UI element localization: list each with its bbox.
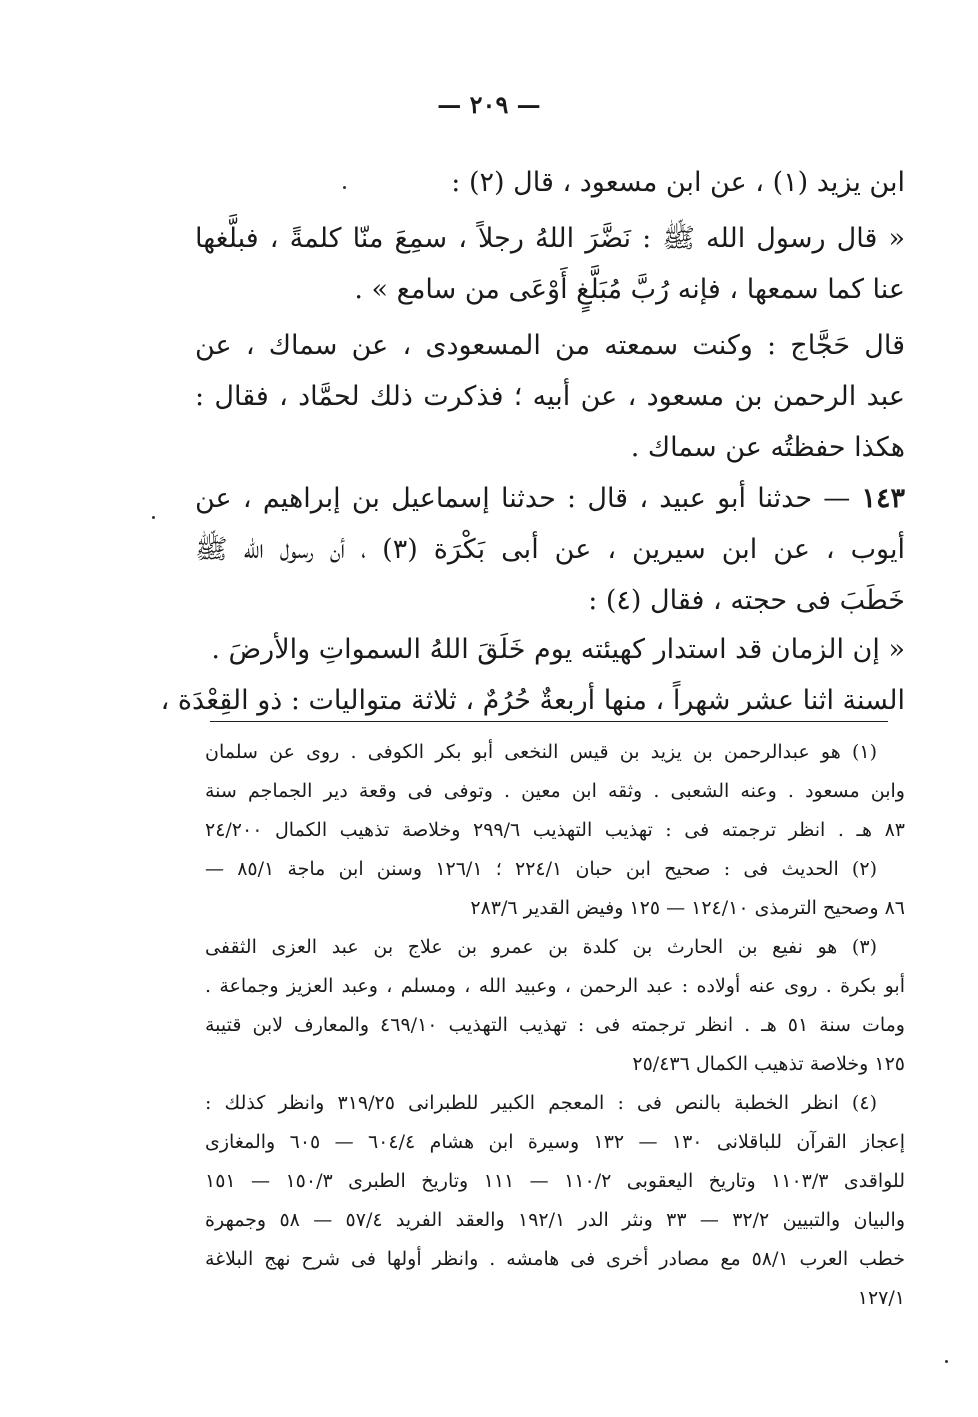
- footnote-line: ٨٣ هـ . انظر ترجمته فى : تهذيب التهذيب ٢٩٩/٦ وخلاصة تذهيب الكمال ٢٤/٢٠٠: [205, 819, 905, 841]
- scan-speck: [152, 516, 155, 519]
- item-text: — حدثنا أبو عبيد ، قال : حدثنا إسماعيل بن إبراهيم ، عن: [195, 483, 862, 514]
- footnote-line: والبيان والتبيين ٣٢/٢ — ٣٣ ونثر الدر ١٩٢/١ والعقد الفريد ٥٧/٤ — ٥٨ وجمهرة: [205, 1209, 906, 1231]
- footnote-line: (٣) هو نفيع بن الحارث بن كلدة بن عمرو بن علاج بن عبد العزى الثقفى: [205, 936, 877, 958]
- scan-speck: [343, 186, 346, 189]
- hadith-quote-1: [195, 213, 905, 315]
- footnote-line: ١٢٧/١: [857, 1287, 905, 1309]
- text-line: [195, 473, 905, 524]
- item-number: ١٤٣: [861, 483, 905, 514]
- text-line: عنا كما سمعها ، فإنه رُبَّ مُبَلَّغٍ أَوْعَى من سامع » .: [354, 274, 905, 305]
- footnote-2: [205, 850, 905, 928]
- footnote-3: [205, 928, 905, 1084]
- footnote-line: ومات سنة ٥١ هـ . انظر ترجمته فى : تهذيب التهذيب ٤٦٩/١٠ والمعارف لابن قتيبة: [205, 1014, 905, 1036]
- footnote-line: خطب العرب ٥٨/١ مع مصادر أخرى فى هامشه . وانظر أولها فى شرح نهج البلاغة: [205, 1248, 906, 1270]
- footnote-line: (٢) الحديث فى : صحيح ابن حبان ٢٢٤/١ ؛ ١٢٦/١ وسنن ابن ماجة ٨٥/١ —: [205, 858, 877, 880]
- footnote-line: ١٢٥ وخلاصة تذهيب الكمال ٢٥/٤٣٦: [632, 1053, 905, 1075]
- text-line: ابن يزيد (١) ، عن ابن مسعود ، قال (٢) :: [451, 167, 905, 198]
- text-line: عبد الرحمن بن مسعود ، عن أبيه ؛ فذكرت ذلك لحمَّاد ، فقال :: [195, 381, 905, 412]
- footnote-line: ٨٦ وصحيح الترمذى ١٢٤/١٠ — ١٢٥ وفيض القدير ٢٨٣/٦: [470, 897, 905, 919]
- footnote-divider: [210, 721, 888, 722]
- hadith-quote-2: [160, 624, 905, 726]
- footnote-line: للواقدى ١١٠٣/٣ وتاريخ اليعقوبى ١١٠/٢ — ١١١ وتاريخ الطبرى ١٥٠/٣ — ١٥١: [205, 1170, 906, 1192]
- footnote-4: [205, 1084, 905, 1318]
- scan-speck: [945, 1360, 948, 1363]
- page-number: — ٢٠٩ —: [437, 90, 541, 119]
- text-line: قال حَجَّاج : وكنت سمعته من المسعودى ، عن سماك ، عن: [195, 330, 905, 361]
- text-line: « إن الزمان قد استدار كهيئته يوم خَلَقَ اللهُ السمواتِ والأرضَ .: [211, 634, 905, 665]
- footnote-1: [205, 733, 905, 850]
- item-143: [195, 473, 905, 626]
- text-line: أيوب ، عن ابن سيرين ، عن أبى بَكْرَة (٣) ، أن رسول الله ﷺ: [195, 534, 905, 565]
- text-line: السنة اثنا عشر شهراً ، منها أربعةٌ حُرُمٌ ، ثلاثة متواليات : ذو القِعْدَة ،: [160, 685, 905, 716]
- footnote-line: وابن مسعود . وعنه الشعبى . وثقه ابن معين . وتوفى فى وقعة دير الجماجم سنة: [205, 780, 905, 802]
- text-line: « قال رسول الله ﷺ : نَضَّرَ اللهُ رجلاً ، سمِعَ منّا كلمةً ، فبلَّغها: [195, 223, 905, 254]
- paragraph-hajjaj: [195, 320, 905, 473]
- footnote-line: (١) هو عبدالرحمن بن يزيد بن قيس النخعى أبو بكر الكوفى . روى عن سلمان: [205, 741, 877, 763]
- text-line: هكذا حفظتُه عن سماك .: [630, 432, 905, 463]
- footnote-line: إعجاز القرآن للباقلانى ١٣٠ — ١٣٢ وسيرة ابن هشام ٦٠٤/٤ — ٦٠٥ والمغازى: [205, 1131, 905, 1153]
- text-line: خَطَبَ فى حجته ، فقال (٤) :: [588, 585, 905, 616]
- footnote-line: أبو بكرة . روى عنه أولاده : عبد الرحمن ، وعبيد الله ، ومسلم ، وعبد العزيز وجماعة .: [205, 975, 905, 997]
- main-text: [195, 157, 905, 208]
- footnote-line: (٤) انظر الخطبة بالنص فى : المعجم الكبير للطبرانى ٣١٩/٢٥ وانظر كذلك :: [205, 1092, 877, 1114]
